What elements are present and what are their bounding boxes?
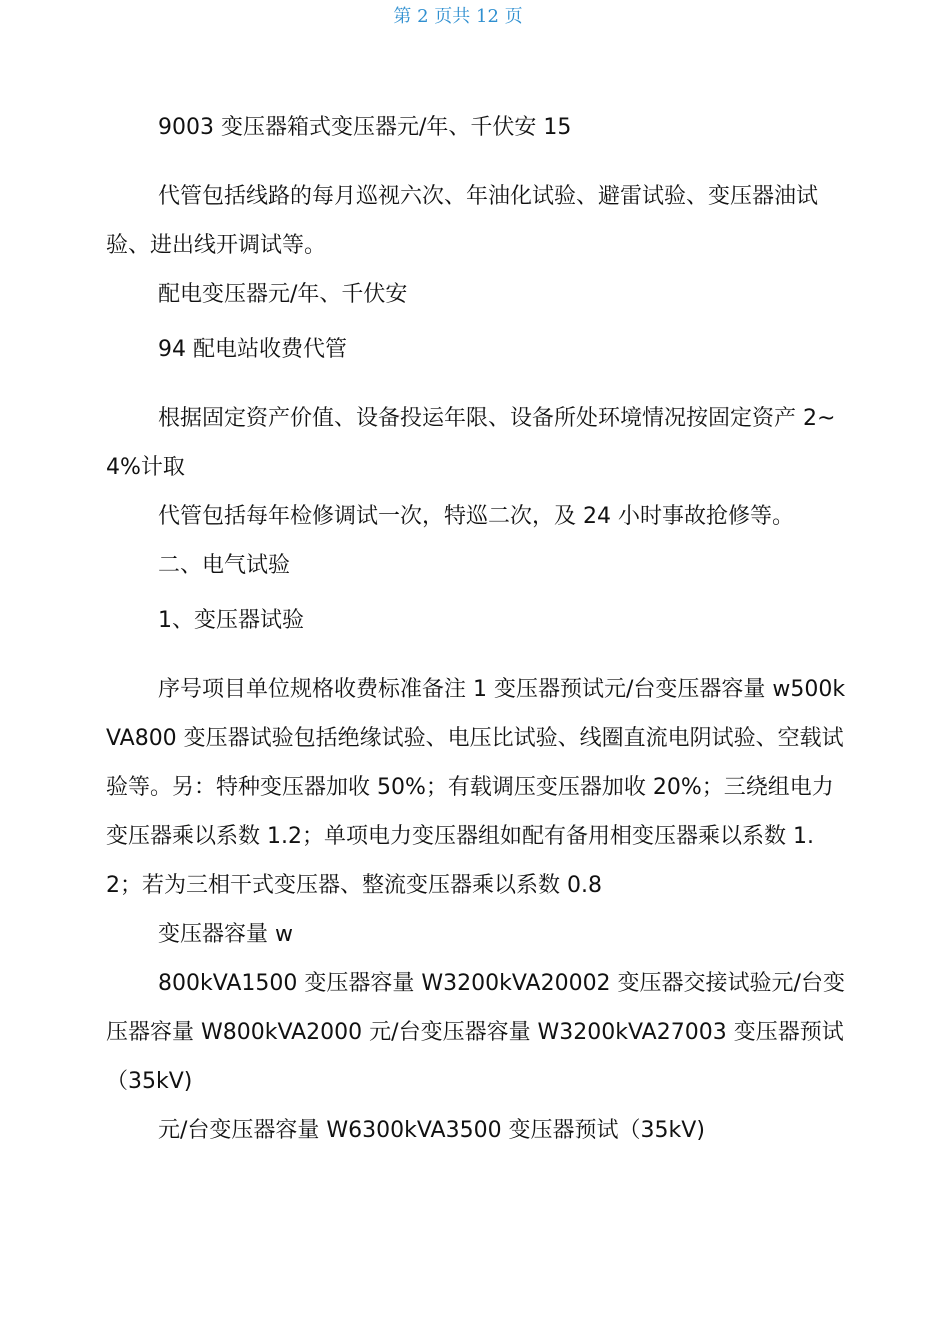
document-body [106, 103, 846, 1155]
paragraph-line-management: 代管包括线路的每月巡视六次、年油化试验、避雷试验、变压器油试验、进出线开调试等。 [106, 184, 819, 258]
paragraph-capacity-values: 800kVA1500 变压器容量 W3200kVA20002 变压器交接试验元/台变压器容量 W800kVA2000 元/台变压器容量 W3200kVA27003 变压器预试（35kV) [106, 971, 845, 1094]
paragraph-pretest-35kv: 元/台变压器容量 W6300kVA3500 变压器预试（35kV) [158, 1118, 705, 1143]
page-indicator: 第 2 页共 12 页 [393, 6, 523, 27]
paragraph-box-transformer: 9003 变压器箱式变压器元/年、千伏安 15 [158, 115, 572, 140]
paragraph-test-table: 序号项目单位规格收费标准备注 1 变压器预试元/台变压器容量 w500kVA800 变压器试验包括绝缘试验、电压比试验、线圈直流电阴试验、空载试验等。另：特种变压器加收 50%；有载调压变压器加收 20%；三绕组电力变压器乘以系数 1.2；单项电力变压器组如配有备用相变压器乘以系数 1.2；若为三相干式变压器、整流变压器乘以系数 0.8 [106, 677, 846, 898]
paragraph-station-management: 94 配电站收费代管 [158, 337, 347, 362]
section-heading-electrical-test: 二、电气试验 [158, 553, 291, 578]
paragraph-capacity-label: 变压器容量 w [158, 922, 293, 947]
paragraph-fixed-assets: 根据固定资产价值、设备投运年限、设备所处环境情况按固定资产 2~4%计取 [106, 406, 836, 480]
paragraph-maintenance: 代管包括每年检修调试一次，特巡二次，及 24 小时事故抢修等。 [158, 504, 794, 529]
subsection-heading-transformer-test: 1、变压器试验 [158, 608, 304, 633]
paragraph-distribution-transformer: 配电变压器元/年、千伏安 [158, 282, 408, 307]
